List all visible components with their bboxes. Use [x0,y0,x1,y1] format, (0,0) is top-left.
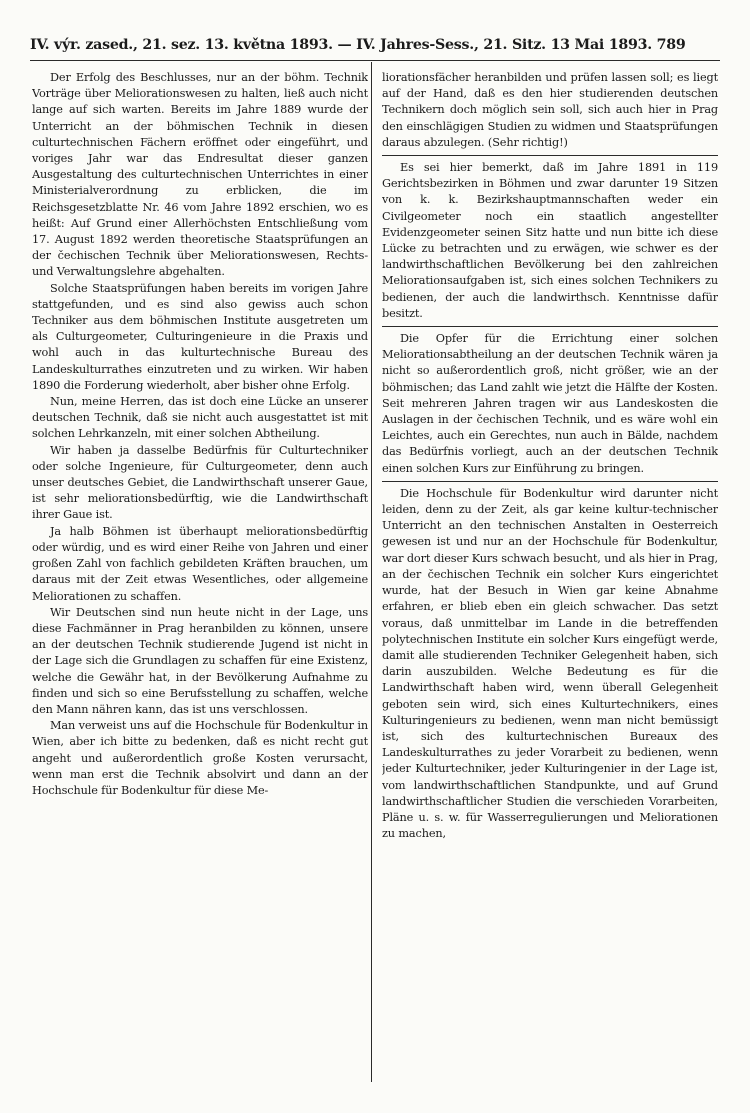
column-divider [371,62,372,1082]
paragraph: Wir haben ja dasselbe Bedürfnis für Culturtechniker oder solche Ingenieure, für Culturgeometer, denn auch unser deutsches Gebiet, die Landwirthschaft unserer Gaue, ist sehr meliorationsbedürftig, wie die Landwirthschaft ihrer Gaue ist. [32,443,368,522]
paragraph: Nun, meine Herren, das ist doch eine Lücke an unserer deutschen Technik, daß sie nicht auch ausgestattet ist mit solchen Lehrkanzeln, mit einer solchen Abtheilung. [32,395,368,441]
paragraph: Man verweist uns auf die Hochschule für Bodenkultur in Wien, aber ich bitte zu bedenken, daß es nicht recht gut angeht und außerordentlich große Kosten verursacht, wenn man erst die Technik absolvirt und dann an der Hochschule für Bodenkultur für diese Me- [32,719,368,797]
paragraph: liorationsfächer heranbilden und prüfen lassen soll; es liegt auf der Hand, daß es den hier studierenden deutschen Technikern doch möglich sein soll, sich auch hier in Prag den einschlägigen Studien zu widmen und Staatsprüfungen daraus abzulegen. (Sehr richtig!) [382,71,718,149]
paragraph-rule [382,155,718,156]
paragraph: Wir Deutschen sind nun heute nicht in der Lage, uns diese Fachmänner in Prag heranbilden zu können, unsere an der deutschen Technik studierende Jugend ist nicht in der Lage sich die Grundlagen zu schaffen für eine Existenz, welche die Gewähr hat, in der Bevölkerung Aufnahme zu finden und sich so eine Berufsstellung zu schaffen, welche den Mann nähren kann, das ist uns verschlossen. [32,605,368,716]
right-column [382,70,718,1080]
paragraph-rule [382,326,718,327]
left-column [32,70,368,1080]
header-rule [30,60,720,61]
paragraph: Solche Staatsprüfungen haben bereits im vorigen Jahre stattgefunden, und es sind also gewiss auch schon Techniker aus dem böhmischen Institute ausgetreten um als Culturgeometer, Culturingenieure in die Praxis und wohl auch in das kulturtechnische Bureau des Landeskulturrathes einzutreten und zu wirken. Wir haben 1890 die Forderung wiederholt, aber bisher ohne Erfolg. [32,281,368,392]
paragraph: Es sei hier bemerkt, daß im Jahre 1891 in 119 Gerichtsbezirken in Böhmen und zwar darunter 19 Sitzen von k. k. Bezirkshauptmannschaften weder ein Civilgeometer noch ein staatlich angestellter Evidenzgeometer seinen Sitz hatte und nun bitte ich diese Lücke zu betrachten und zu erwägen, wie schwer es der landwirthschaftlichen Bevölkerung bei den zahlreichen Meliorationsaufgaben ist, sich eines solchen Technikers zu bedienen, der auch die landwirthsch. Kenntnisse dafür besitzt. [382,161,718,320]
running-header: IV. výr. zased., 21. sez. 13. května 1893. — IV. Jahres-Sess., 21. Sitz. 13 Mai 1893. 789 [30,37,686,53]
paragraph: Die Hochschule für Bodenkultur wird darunter nicht leiden, denn zu der Zeit, als gar keine kultur-technischer Unterricht an den technischen Anstalten in Oesterreich gewesen ist und nur an der Hochschule für Bodenkultur, war dort dieser Kurs schwach besucht, und als hier in Prag, an der čechischen Technik ein solcher Kurs eingerichtet wurde, hat der Besuch in Wien gar keine Abnahme erfahren, er blieb eben ein gleich schwacher. Das setzt voraus, daß unmittelbar im Lande in die betreffenden polytechnischen Institute ein solcher Kurs eingefügt werde, damit alle studierenden Techniker Gelegenheit haben, sich darin auszubilden. Welche Bedeutung es für die Landwirthschaft haben wird, wenn überall Gelegenheit geboten sein wird, sich eines Kulturtechnikers, eines Kulturingenieurs zu bedienen, wenn man nicht bemüssigt ist, sich des kulturtechnischen Bureaux des Landeskulturrathes zu jeder Vorarbeit zu bedienen, wenn jeder Kulturtechniker, jeder Kulturingenier in der Lage ist, vom landwirthschaftlichen Standpunkte, und auf Grund landwirthschaftlicher Studien die verschieden Vorarbeiten, Pläne u. s. w. für Wasserregulierungen und Meliorationen zu machen, [382,486,718,841]
paragraph-rule [382,481,718,482]
paragraph: Der Erfolg des Beschlusses, nur an der böhm. Technik Vorträge über Meliorationswesen zu halten, ließ auch nicht lange auf sich warten. Bereits im Jahre 1889 wurde der Unterricht an der böhmischen Technik in diesen culturtechnischen Fächern eröffnet oder eingeführt, und voriges Jahr war das Endresultat dieser ganzen Ausgestaltung des culturtechnischen Unterrichtes in einer Ministerialverordnung zu erblicken, die im Reichsgesetzblatte Nr. 46 vom Jahre 1892 erschien, wo es heißt: Auf Grund einer Allerhöchsten Entschließung vom 17. August 1892 werden theoretische Staatsprüfungen an der čechischen Technik über Meliorationswesen, Rechts- und Verwaltungslehre abgehalten. [32,71,368,279]
paragraph: Ja halb Böhmen ist überhaupt meliorationsbedürftig oder würdig, und es wird einer Reihe von Jahren und einer großen Zahl von fachlich gebildeten Kräften brauchen, um daraus mit der Zeit etwas Wesentliches, oder allgemeine Meliorationen zu schaffen. [32,524,368,603]
paragraph: Die Opfer für die Errichtung einer solchen Meliorationsabtheilung an der deutschen Technik wären ja nicht so außerordentlich groß, nicht größer, wie an der böhmischen; das Land zahlt wie jetzt die Hälfte der Kosten. Seit mehreren Jahren tragen wir aus Landeskosten die Auslagen in der čechischen Technik, und es wäre wohl ein Leichtes, auch ein Gerechtes, nun auch in Bälde, nachdem das Bedürfnis vorliegt, auch an der deutschen Technik einen solchen Kurs zur Einführung zu bringen. [382,332,718,475]
